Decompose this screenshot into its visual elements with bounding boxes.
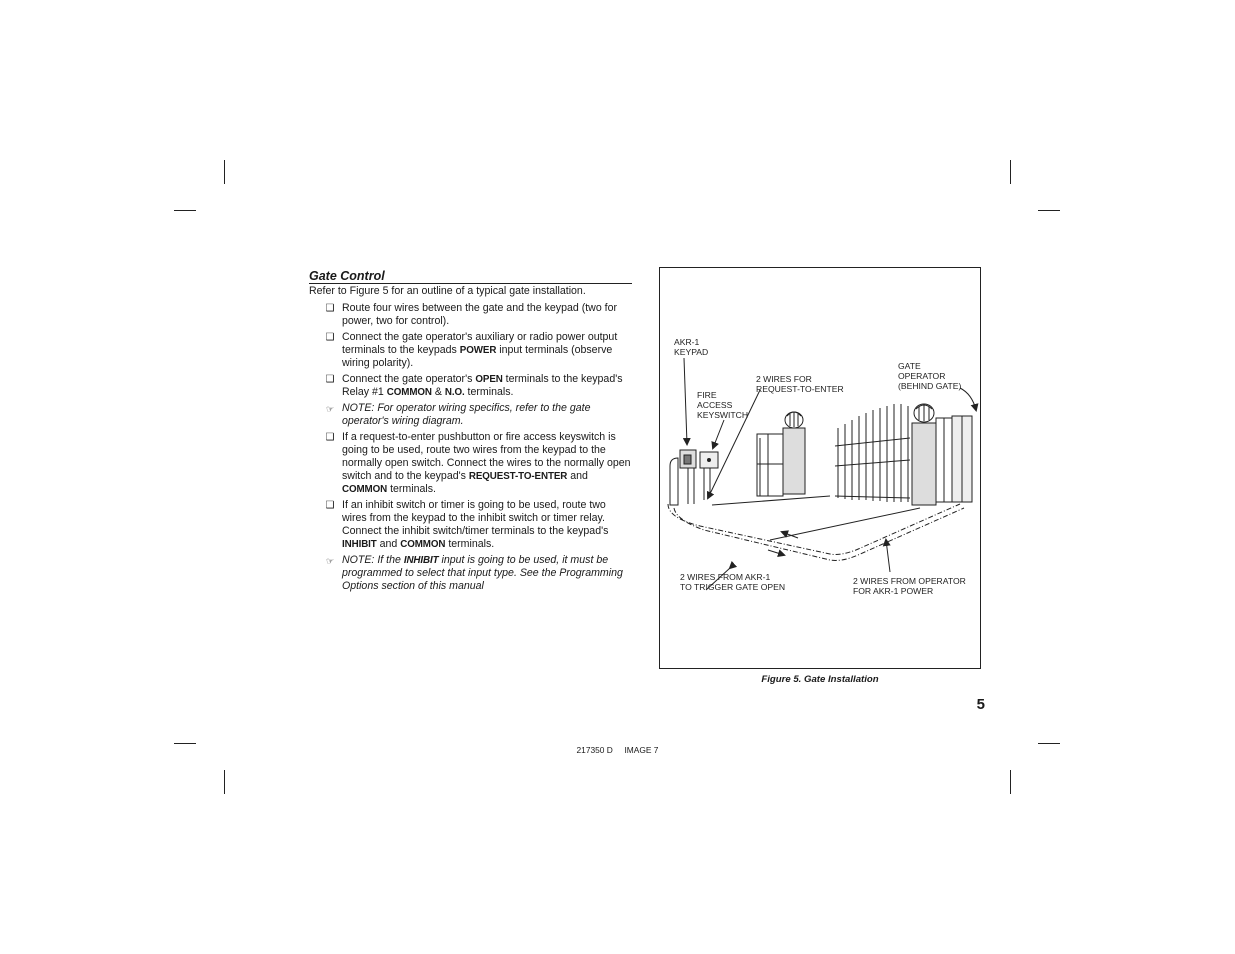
flow-arrow — [768, 550, 784, 555]
gate-control-section — [309, 269, 632, 596]
list-item: ❑ If an inhibit switch or timer is going to be used, route two wires from the keypad to the inhibit switch or timer relay. Connect the inhibit switch/timer terminals to the keypad's INHIBIT and COMMON terminals. — [325, 499, 609, 550]
pointing-hand-icon: ☞ — [325, 556, 335, 566]
ground-line — [770, 508, 920, 540]
gate-illustration — [660, 268, 982, 670]
keyswitch-label: FIRE ACCESS KEYSWITCH — [697, 390, 749, 420]
page-number: 5 — [976, 696, 985, 713]
document-code: 217350 D — [576, 745, 613, 755]
left-pillar — [757, 412, 805, 496]
crop-mark — [174, 210, 196, 211]
checkbox-bullet-icon: ❑ — [325, 432, 335, 443]
crop-mark — [1010, 160, 1011, 184]
checkbox-bullet-icon: ❑ — [325, 332, 335, 343]
note-item: ☞ NOTE: If the INHIBIT input is going to be used, it must be programmed to select that input type. See the Programming Options section of this manual — [325, 554, 623, 592]
list-item: ❑ If a request-to-enter pushbutton or fire access keyswitch is going to be used, route two wires from the keypad to the normally open switch. Connect the wires to the normally open switch and to the keypad's REQUEST-TO-ENTER and COMMON terminals. — [325, 431, 631, 495]
section-title: Gate Control — [309, 269, 632, 284]
crop-mark — [1010, 770, 1011, 794]
crop-mark — [224, 770, 225, 794]
operator-arrow — [960, 388, 976, 410]
checkbox-bullet-icon: ❑ — [325, 500, 335, 511]
checkbox-bullet-icon: ❑ — [325, 303, 335, 314]
keyswitch-arrow — [713, 420, 724, 448]
keyswitch-box — [700, 452, 718, 500]
keypad-post — [670, 450, 696, 505]
right-pillar — [912, 404, 972, 505]
checkbox-bullet-icon: ❑ — [325, 374, 335, 385]
gate-pickets — [835, 404, 910, 502]
power-arrow — [886, 540, 890, 572]
power-wires-label: 2 WIRES FROM OPERATOR FOR AKR-1 POWER — [853, 576, 966, 596]
request-wires-label: 2 WIRES FOR REQUEST-TO-ENTER — [756, 374, 844, 394]
wire-run — [674, 508, 964, 560]
crop-mark — [1038, 210, 1060, 211]
trigger-wires-label: 2 WIRES FROM AKR-1 TO TRIGGER GATE OPEN — [680, 572, 786, 592]
crop-mark — [1038, 743, 1060, 744]
keypad-label: AKR-1 KEYPAD — [674, 337, 709, 357]
image-label: IMAGE 7 — [624, 745, 659, 755]
keypad-arrow — [684, 358, 687, 444]
crop-mark — [174, 743, 196, 744]
gate-installation-figure — [659, 267, 981, 669]
intro-text: Refer to Figure 5 for an outline of a typical gate installation. — [309, 285, 586, 297]
footer — [0, 745, 1235, 755]
note-item: ☞ NOTE: For operator wiring specifics, refer to the gate operator's wiring diagram. — [325, 402, 591, 427]
list-item: ❑ Connect the gate operator's auxiliary or radio power output terminals to the keypads POWER input terminals (observe wiring polarity). — [325, 331, 618, 369]
crop-mark — [224, 160, 225, 184]
figure-caption: Figure 5. Gate Installation — [761, 674, 879, 685]
step-list — [309, 302, 632, 593]
operator-label: GATE OPERATOR (BEHIND GATE) — [898, 361, 962, 391]
pointing-hand-icon: ☞ — [325, 404, 335, 414]
list-item: ❑ Connect the gate operator's OPEN terminals to the keypad's Relay #1 COMMON & N.O. terminals. — [325, 373, 623, 398]
list-item: ❑ Route four wires between the gate and the keypad (two for power, two for control). — [325, 302, 618, 327]
ground-line — [712, 496, 830, 505]
